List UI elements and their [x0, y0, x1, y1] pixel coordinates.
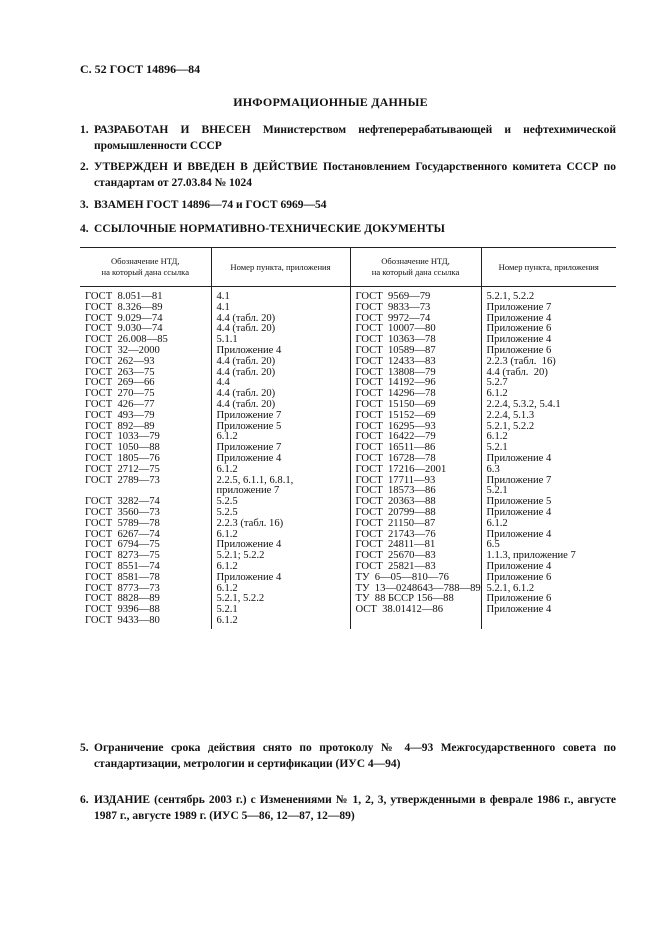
reference-documents-table-wrap — [80, 247, 616, 629]
table-row — [80, 465, 616, 476]
doc-designation-cell: ГОСТ 16422—79 — [350, 432, 481, 443]
clause-cell: 5.2.1; 5.2.2 — [211, 551, 350, 562]
clause-cell: 2.2.4, 5.3.2, 5.4.1 — [481, 400, 616, 411]
clause-cell: Приложение 4 — [481, 508, 616, 519]
clause-cell: 6.5 — [481, 540, 616, 551]
header-clause-number: Номер пункта, приложения — [481, 248, 616, 287]
clause-cell: Приложение 4 — [481, 562, 616, 573]
clause-cell: 4.1 — [211, 292, 350, 303]
doc-designation-cell: ГОСТ 25670—83 — [350, 551, 481, 562]
info-item-1 — [80, 122, 616, 154]
clause-cell: 4.4 (табл. 20) — [211, 324, 350, 335]
clause-cell: 4.1 — [211, 303, 350, 314]
doc-designation-cell: ГОСТ 12433—83 — [350, 357, 481, 368]
clause-cell: 2.2.5, 6.1.1, 6.8.1, — [211, 476, 350, 487]
doc-designation-cell: ГОСТ 493—79 — [85, 409, 155, 421]
doc-designation-cell: ГОСТ 9569—79 — [350, 292, 481, 303]
clause-cell: 6.1.2 — [211, 432, 350, 443]
table-row — [80, 378, 616, 389]
doc-designation-cell: ГОСТ 8828—89 — [85, 593, 160, 605]
clause-cell — [481, 616, 616, 629]
clause-cell: 6.1.2 — [481, 389, 616, 400]
doc-designation-cell: ТУ 88 БССР 156—88 — [350, 594, 481, 605]
table-header-row — [80, 248, 616, 287]
info-item-6 — [80, 792, 616, 824]
clause-cell: Приложение 6 — [481, 346, 616, 357]
clause-cell: Приложение 4 — [211, 454, 350, 465]
table-row — [80, 357, 616, 368]
doc-designation-cell: ГОСТ 20363—88 — [350, 497, 481, 508]
clause-cell: 6.1.2 — [211, 530, 350, 541]
table-row — [80, 454, 616, 465]
table-row — [80, 605, 616, 616]
item-number: 6. — [80, 794, 89, 806]
doc-designation-cell: ГОСТ 17216—2001 — [350, 465, 481, 476]
clause-cell: 4.4 — [211, 378, 350, 389]
doc-designation-cell: ГОСТ 16295—93 — [350, 422, 481, 433]
clause-cell: 2.2.3 (табл. 16) — [211, 519, 350, 530]
item-number: 4. — [80, 223, 89, 235]
doc-designation-cell: ГОСТ 892—89 — [85, 420, 155, 432]
clause-cell: 5.2.1 — [481, 443, 616, 454]
header-doc-designation: Обозначение НТД, на который дана ссылка — [80, 248, 211, 287]
doc-designation-cell: ГОСТ 1033—79 — [85, 431, 160, 443]
doc-designation-cell: ГОСТ 3560—73 — [85, 506, 160, 518]
doc-designation-cell: ГОСТ 8273—75 — [85, 550, 160, 562]
doc-designation-cell: ГОСТ 10007—80 — [350, 324, 481, 335]
clause-cell: 6.3 — [481, 465, 616, 476]
clause-cell: 5.2.7 — [481, 378, 616, 389]
clause-cell: 5.2.1 — [481, 486, 616, 497]
doc-designation-cell: ГОСТ 9833—73 — [350, 303, 481, 314]
doc-designation-cell: ГОСТ 270—75 — [85, 388, 155, 400]
doc-designation-cell: ГОСТ 13808—79 — [350, 368, 481, 379]
table-row — [80, 411, 616, 422]
doc-designation-cell: ГОСТ 3282—74 — [85, 496, 160, 508]
clause-cell: 4.4 (табл. 20) — [211, 314, 350, 325]
doc-designation-cell: ГОСТ 5789—78 — [85, 517, 160, 529]
doc-designation-cell: ГОСТ 262—93 — [85, 355, 155, 367]
item-text: (сентябрь 2003 г.) с Изменениями № 1, 2, 3, утвержденными в феврале 1986 г., августе 1987 г., августе 1989 г. (ИУС 5—86, 12—87, 12—89) — [94, 794, 616, 822]
table-row — [80, 508, 616, 519]
table-row — [80, 368, 616, 379]
doc-designation-cell: ГОСТ 263—75 — [85, 366, 155, 378]
clause-cell: 6.1.2 — [211, 616, 350, 629]
clause-cell: Приложение 4 — [481, 335, 616, 346]
doc-designation-cell: ГОСТ 8551—74 — [85, 560, 160, 572]
doc-designation-cell — [350, 616, 481, 629]
item-text: Ограничение срока действия снято по протоколу № 4—93 Межгосударственного совета по стандартизации, метрологии и сертификации (ИУС 4—94) — [94, 742, 616, 770]
clause-cell: Приложение 7 — [211, 411, 350, 422]
doc-designation-cell: ГОСТ 21150—87 — [350, 519, 481, 530]
doc-designation-cell: ГОСТ 10363—78 — [350, 335, 481, 346]
clause-cell: Приложение 4 — [481, 530, 616, 541]
doc-designation-cell: ГОСТ 8581—78 — [85, 571, 160, 583]
doc-designation-cell: ГОСТ 15152—69 — [350, 411, 481, 422]
doc-designation-cell: ГОСТ 14192—96 — [350, 378, 481, 389]
doc-designation-cell: ГОСТ 2789—73 — [85, 474, 160, 486]
doc-designation-cell: ГОСТ 9433—80 — [85, 614, 160, 626]
item-text: Министерством нефтеперерабатывающей и нефтехимической промышленности СССР — [94, 124, 616, 152]
doc-designation-cell: ГОСТ 6267—74 — [85, 528, 160, 540]
header-doc-designation: Обозначение НТД, на который дана ссылка — [350, 248, 481, 287]
item-lead: ВЗАМЕН ГОСТ 14896—74 и ГОСТ 6969—54 — [94, 199, 327, 211]
doc-designation-cell: ГОСТ 1805—76 — [85, 452, 160, 464]
doc-designation-cell: ГОСТ 16511—86 — [350, 443, 481, 454]
clause-cell: 2.2.4, 5.1.3 — [481, 411, 616, 422]
clause-cell: 6.1.2 — [211, 584, 350, 595]
clause-cell: 5.2.1, 5.2.2 — [211, 594, 350, 605]
item-number: 3. — [80, 199, 89, 211]
doc-designation-cell: ГОСТ 20799—88 — [350, 508, 481, 519]
reference-documents-table — [80, 247, 616, 629]
table-row — [80, 422, 616, 433]
clause-cell: 4.4 (табл. 20) — [211, 400, 350, 411]
clause-cell: 5.1.1 — [211, 335, 350, 346]
table-row — [80, 573, 616, 584]
doc-designation-cell: ТУ 13—0248643—788—89 — [350, 584, 481, 595]
doc-designation-cell: ГОСТ 10589—87 — [350, 346, 481, 357]
clause-cell: Приложение 6 — [481, 324, 616, 335]
page-header: С. 52 ГОСТ 14896—84 — [80, 62, 201, 76]
item-lead: ИЗДАНИЕ — [94, 794, 151, 806]
item-number: 5. — [80, 742, 89, 754]
item-lead: РАЗРАБОТАН И ВНЕСЕН — [94, 124, 251, 136]
clause-cell: Приложение 7 — [211, 443, 350, 454]
clause-cell: 6.1.2 — [481, 519, 616, 530]
table-body — [80, 287, 616, 629]
clause-cell: 5.2.5 — [211, 497, 350, 508]
item-number: 1. — [80, 124, 89, 136]
clause-cell: Приложение 4 — [481, 605, 616, 616]
doc-designation-cell: ГОСТ 8.051—81 — [85, 291, 163, 302]
doc-designation-cell: ГОСТ 9972—74 — [350, 314, 481, 325]
doc-designation-cell: ГОСТ 9396—88 — [85, 604, 160, 616]
doc-designation-cell: ГОСТ 25821—83 — [350, 562, 481, 573]
table-row — [80, 476, 616, 487]
table-row — [80, 303, 616, 314]
clause-cell: 4.4 (табл. 20) — [481, 368, 616, 379]
table-row — [80, 432, 616, 443]
clause-cell: Приложение 4 — [481, 314, 616, 325]
doc-designation-cell: ГОСТ 18573—86 — [350, 486, 481, 497]
clause-cell: 5.2.1, 5.2.2 — [481, 292, 616, 303]
clause-cell: 6.1.2 — [481, 432, 616, 443]
clause-cell: 6.1.2 — [211, 562, 350, 573]
table-row — [80, 400, 616, 411]
header-clause-number: Номер пункта, приложения — [211, 248, 350, 287]
table-row — [80, 519, 616, 530]
clause-cell: Приложение 7 — [481, 303, 616, 314]
clause-cell: Приложение 7 — [481, 476, 616, 487]
item-lead: УТВЕРЖДЕН И ВВЕДЕН В ДЕЙСТВИЕ — [94, 161, 318, 173]
doc-designation-cell: ГОСТ 26.008—85 — [85, 334, 168, 346]
item-lead: ССЫЛОЧНЫЕ НОРМАТИВНО-ТЕХНИЧЕСКИЕ ДОКУМЕНТЫ — [94, 223, 446, 235]
doc-designation-cell: ГОСТ 426—77 — [85, 398, 155, 410]
doc-designation-cell: ГОСТ 8.326—89 — [85, 301, 163, 313]
doc-designation-cell: ГОСТ 21743—76 — [350, 530, 481, 541]
clause-cell: 6.1.2 — [211, 465, 350, 476]
info-item-4 — [80, 221, 616, 237]
doc-designation-cell: ТУ 6—05—810—76 — [350, 573, 481, 584]
document-title: ИНФОРМАЦИОННЫЕ ДАННЫЕ — [233, 95, 428, 109]
doc-designation-cell: ГОСТ 32—2000 — [85, 344, 160, 356]
doc-designation-cell: ГОСТ 16728—78 — [350, 454, 481, 465]
clause-cell: Приложение 5 — [481, 497, 616, 508]
clause-cell: Приложение 4 — [211, 573, 350, 584]
table-row — [80, 616, 616, 629]
item-text: Постановлением Государственного комитета СССР по стандартам от 27.03.84 № 1024 — [94, 161, 616, 189]
doc-designation-cell: ГОСТ 9.029—74 — [85, 312, 163, 324]
clause-cell: 5.2.5 — [211, 508, 350, 519]
clause-cell: 1.1.3, приложение 7 — [481, 551, 616, 562]
clause-cell: 4.4 (табл. 20) — [211, 357, 350, 368]
clause-cell: 4.4 (табл. 20) — [211, 368, 350, 379]
clause-cell: Приложение 4 — [481, 454, 616, 465]
clause-cell: Приложение 5 — [211, 422, 350, 433]
clause-cell: 4.4 (табл. 20) — [211, 389, 350, 400]
clause-cell: 5.2.1, 6.1.2 — [481, 584, 616, 595]
doc-designation-cell: ГОСТ 14296—78 — [350, 389, 481, 400]
doc-designation-cell: ГОСТ 2712—75 — [85, 463, 160, 475]
doc-designation-cell: ГОСТ 6794—75 — [85, 539, 160, 551]
table-row — [80, 530, 616, 541]
doc-designation-cell: ГОСТ 269—66 — [85, 377, 155, 389]
doc-designation-cell: ГОСТ 9.030—74 — [85, 323, 163, 335]
doc-designation-cell: ГОСТ 17711—93 — [350, 476, 481, 487]
doc-designation-cell: ОСТ 38.01412—86 — [350, 605, 481, 616]
clause-cell: Приложение 6 — [481, 594, 616, 605]
clause-cell: 5.2.1 — [211, 605, 350, 616]
clause-cell: 5.2.1, 5.2.2 — [481, 422, 616, 433]
item-number: 2. — [80, 161, 89, 173]
doc-designation-cell: ГОСТ 15150—69 — [350, 400, 481, 411]
clause-cell: приложение 7 — [211, 486, 350, 497]
info-item-5 — [80, 740, 616, 772]
doc-designation-cell: ГОСТ 8773—73 — [85, 582, 160, 594]
clause-cell: Приложение 4 — [211, 346, 350, 357]
clause-cell: Приложение 4 — [211, 540, 350, 551]
clause-cell: Приложение 6 — [481, 573, 616, 584]
clause-cell: 2.2.3 (табл. 16) — [481, 357, 616, 368]
doc-designation-cell: ГОСТ 24811—81 — [350, 540, 481, 551]
doc-designation-cell: ГОСТ 1050—88 — [85, 442, 160, 454]
info-item-2 — [80, 159, 616, 191]
info-item-3 — [80, 197, 616, 213]
